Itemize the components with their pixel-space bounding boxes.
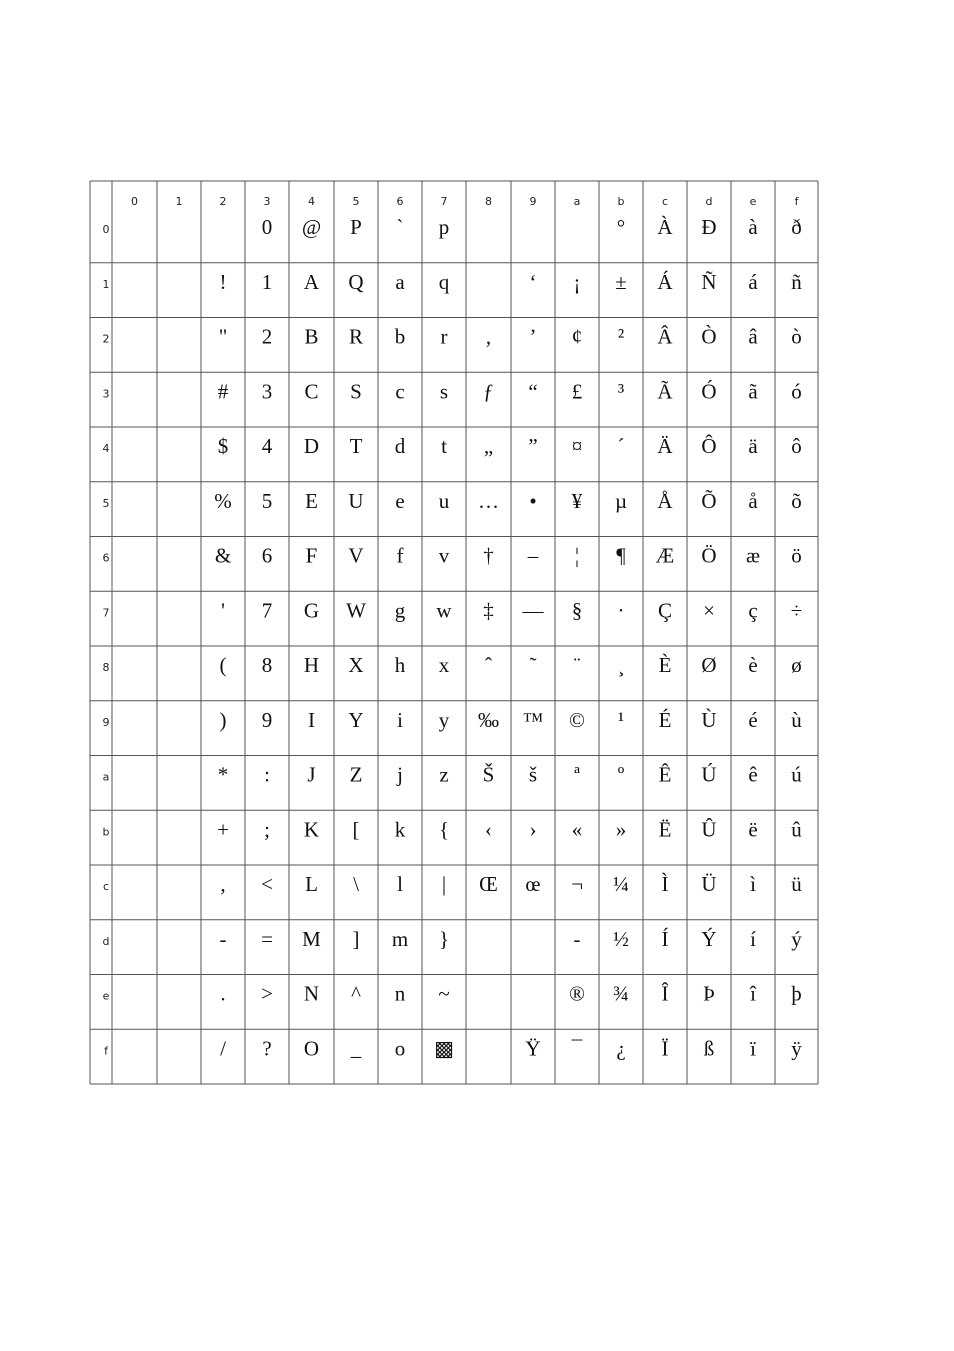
- table-cell: %: [214, 488, 232, 513]
- row-header: 7: [102, 606, 110, 620]
- row-headers: [103, 223, 110, 1057]
- table-cell: ñ: [791, 269, 802, 294]
- table-cell: h: [394, 653, 406, 677]
- table-cell: Ò: [701, 324, 717, 349]
- column-header: c: [661, 195, 669, 208]
- table-cell: w: [436, 598, 452, 623]
- table-cell: /: [220, 1036, 226, 1061]
- table-cell: -: [573, 926, 581, 951]
- row-header: 5: [102, 496, 110, 510]
- table-cell: ?: [262, 1036, 272, 1061]
- table-cell: F: [305, 543, 318, 568]
- table-cell: »: [615, 817, 627, 842]
- table-cell: ¦: [574, 543, 580, 568]
- table-cell: ›: [529, 817, 537, 842]
- row-header: 2: [102, 332, 110, 346]
- table-cell: ²: [617, 324, 625, 349]
- table-cell: ^: [351, 981, 361, 1006]
- table-cell: ): [219, 707, 227, 732]
- table-cell: ù: [791, 707, 802, 732]
- table-cell: Ÿ: [525, 1036, 541, 1061]
- table-cell: `: [396, 215, 404, 239]
- table-cell: ¾: [613, 981, 629, 1006]
- table-cell: è: [748, 653, 758, 677]
- table-cell: ½: [613, 926, 629, 951]
- table-cell: ã: [748, 379, 758, 404]
- row-header: e: [102, 989, 110, 1003]
- table-cell: V: [348, 543, 364, 568]
- table-cell: R: [348, 324, 364, 349]
- table-cell: £: [571, 379, 583, 404]
- table-cell: y: [438, 707, 450, 732]
- table-cell: Ø: [701, 653, 717, 677]
- table-cell: ð: [791, 215, 802, 239]
- table-cell: È: [658, 653, 672, 677]
- table-cell: E: [305, 488, 318, 513]
- table-cell: Õ: [701, 488, 717, 513]
- table-cell: “: [528, 379, 538, 404]
- table-cell: 4: [261, 434, 273, 458]
- table-cell: –: [527, 543, 539, 568]
- table-cell: Q: [348, 269, 364, 294]
- table-cell: ‘: [529, 269, 537, 294]
- table-cell: ¿: [616, 1036, 626, 1061]
- table-cell: ¨: [573, 653, 581, 677]
- table-cell: H: [303, 653, 320, 677]
- table-cell: N: [303, 981, 320, 1006]
- row-header: f: [104, 1044, 108, 1058]
- table-cell: (: [219, 653, 227, 677]
- table-cell: D: [303, 434, 320, 458]
- column-headers: [131, 195, 800, 208]
- table-cell: ê: [748, 762, 758, 787]
- table-cell: A: [303, 269, 320, 294]
- column-header: f: [794, 195, 799, 208]
- table-cell: [: [352, 817, 360, 842]
- table-cell: 0: [261, 215, 273, 239]
- table-cell: ï: [750, 1036, 756, 1061]
- table-cell: K: [303, 817, 320, 842]
- table-cell: &: [214, 543, 232, 568]
- table-cell: ": [218, 324, 228, 349]
- table-cell: r: [440, 324, 448, 349]
- row-header: 9: [102, 715, 110, 729]
- table-cell: ': [221, 598, 225, 623]
- table-cell: ´: [617, 434, 625, 458]
- table-cell: Ú: [701, 762, 717, 787]
- table-cell: t: [441, 434, 447, 458]
- table-cell: M: [302, 926, 321, 951]
- table-cell: 5: [261, 488, 273, 513]
- column-header: 9: [529, 195, 537, 208]
- table-cell: ì: [750, 872, 756, 896]
- table-cell: ”: [528, 434, 538, 458]
- table-cell: e: [395, 488, 405, 513]
- table-cell: 6: [261, 543, 273, 568]
- table-cell: þ: [791, 981, 802, 1006]
- table-cell: Ï: [661, 1036, 669, 1061]
- table-cells: [214, 215, 802, 1060]
- table-cell: j: [397, 762, 403, 787]
- table-cell: ‰: [478, 707, 499, 732]
- row-header: b: [102, 825, 110, 839]
- table-cell: ‡: [483, 598, 494, 623]
- table-cell: ø: [791, 653, 802, 677]
- table-cell: .: [220, 981, 226, 1006]
- table-cell: í: [750, 926, 756, 951]
- table-cell: ý: [791, 926, 802, 951]
- row-header: a: [102, 770, 110, 784]
- table-cell: â: [748, 324, 758, 349]
- table-cell: ,: [220, 872, 226, 896]
- table-cell: °: [616, 215, 626, 239]
- column-header: d: [705, 195, 713, 208]
- table-cell: ú: [791, 762, 802, 787]
- table-cell: ˆ: [485, 653, 492, 677]
- table-cell: -: [219, 926, 227, 951]
- column-header: a: [573, 195, 581, 208]
- table-cell: 8: [261, 653, 273, 677]
- table-cell: m: [391, 926, 409, 951]
- table-cell: Ã: [657, 379, 673, 404]
- table-cell: P: [350, 215, 362, 239]
- table-cell: !: [219, 269, 227, 294]
- column-header: 8: [485, 195, 492, 208]
- table-cell: Á: [657, 269, 673, 294]
- table-cell: @: [301, 215, 322, 239]
- table-cell: •: [529, 488, 537, 513]
- table-cell: ‹: [485, 817, 492, 842]
- table-cell: 9: [261, 707, 273, 732]
- table-cell: õ: [791, 488, 802, 513]
- table-cell: Ñ: [701, 269, 717, 294]
- table-cell: ä: [748, 434, 758, 458]
- table-cell: f: [396, 543, 404, 568]
- table-cell: º: [617, 762, 625, 787]
- table-cell: J: [307, 762, 316, 787]
- table-cell: ò: [791, 324, 802, 349]
- table-cell: æ: [745, 543, 761, 568]
- column-header: 5: [352, 195, 360, 208]
- table-cell: X: [348, 653, 364, 677]
- table-cell: ¼: [613, 872, 629, 896]
- table-cell: k: [394, 817, 406, 842]
- row-header: 6: [102, 551, 110, 565]
- table-cell: Ä: [657, 434, 673, 458]
- table-cell: Í: [661, 926, 669, 951]
- table-cell: œ: [525, 872, 541, 896]
- table-cell: «: [571, 817, 583, 842]
- row-header: 0: [102, 223, 110, 236]
- table-cell: é: [748, 707, 758, 732]
- table-cell: Ó: [701, 379, 717, 404]
- table-cell: 3: [261, 379, 273, 404]
- table-cell: G: [303, 598, 320, 623]
- table-cell: Ç: [657, 598, 673, 623]
- table-cell: S: [350, 379, 362, 404]
- column-header: b: [617, 195, 625, 208]
- table-cell: C: [304, 379, 319, 404]
- table-cell: _: [350, 1036, 362, 1061]
- table-cell: ƒ: [483, 379, 494, 404]
- row-header: c: [102, 880, 110, 893]
- table-cell: a: [395, 269, 405, 294]
- table-cell: i: [397, 707, 403, 732]
- table-cell: ë: [748, 817, 758, 842]
- column-header: 2: [219, 195, 227, 208]
- table-cell: ¬: [571, 872, 583, 896]
- table-cell: ¤: [571, 434, 583, 458]
- table-cell: Œ: [479, 872, 498, 896]
- table-cell: Ë: [658, 817, 672, 842]
- table-cell: =: [261, 926, 273, 951]
- table-cell: b: [394, 324, 406, 349]
- table-cell: ¸: [617, 653, 625, 677]
- table-cell: á: [748, 269, 758, 294]
- table-cell: ¯: [571, 1036, 583, 1061]
- table-cell: p: [438, 215, 450, 239]
- table-cell: Ì: [661, 872, 669, 896]
- table-cell: Š: [482, 762, 495, 787]
- table-cell: ©: [569, 707, 585, 732]
- table-cell: À: [657, 215, 673, 239]
- table-cell: ÷: [790, 598, 803, 623]
- table-cell: I: [308, 707, 315, 732]
- column-header: 7: [440, 195, 448, 208]
- table-cell: ~: [438, 981, 450, 1006]
- table-cell: ·: [617, 598, 625, 623]
- table-cell: ]: [352, 926, 360, 951]
- table-cell: É: [658, 707, 672, 732]
- table-cell: T: [349, 434, 363, 458]
- table-cell: q: [438, 269, 450, 294]
- table-cell: Ö: [701, 543, 717, 568]
- table-cell: ÿ: [791, 1036, 802, 1061]
- table-cell: {: [438, 817, 450, 842]
- table-cell: Ü: [701, 872, 717, 896]
- table-cell: ˜: [529, 653, 537, 677]
- row-header: 1: [102, 277, 110, 291]
- column-header: e: [749, 195, 757, 208]
- table-cell: \: [353, 872, 359, 896]
- table-cell: à: [748, 215, 758, 239]
- table-cell: î: [750, 981, 756, 1006]
- table-cell: U: [348, 488, 364, 513]
- table-cell: §: [571, 598, 583, 623]
- column-header: 1: [175, 195, 183, 208]
- table-cell: …: [478, 488, 499, 513]
- table-cell: }: [438, 926, 450, 951]
- table-cell: ç: [748, 598, 758, 623]
- table-cell: #: [217, 379, 229, 404]
- table-cell: ¡: [573, 269, 581, 294]
- table-cell: 7: [261, 598, 273, 623]
- table-cell: Z: [349, 762, 363, 787]
- table-cell: ®: [569, 981, 585, 1006]
- table-cell: +: [217, 817, 229, 842]
- table-cell: z: [439, 762, 449, 787]
- table-cell: ±: [615, 269, 627, 294]
- table-cell: 1: [261, 269, 273, 294]
- table-cell: x: [438, 653, 450, 677]
- table-cell: µ: [614, 488, 628, 513]
- table-cell: n: [394, 981, 406, 1006]
- table-cell: u: [438, 488, 450, 513]
- table-cell: ’: [529, 324, 537, 349]
- table-cell: å: [748, 488, 758, 513]
- table-cell: †: [483, 543, 494, 568]
- column-header: 0: [131, 195, 138, 208]
- table-cell: ª: [574, 762, 580, 787]
- table-cell: Ê: [658, 762, 672, 787]
- table-cell: :: [264, 762, 270, 787]
- table-cell: l: [397, 872, 403, 896]
- row-header: 4: [102, 442, 110, 455]
- table-cell: g: [394, 598, 406, 623]
- table-cell: —: [522, 598, 544, 623]
- table-cell: B: [304, 324, 319, 349]
- row-header: 3: [102, 387, 110, 401]
- table-cell: ö: [791, 543, 802, 568]
- table-cell: Y: [348, 707, 364, 732]
- row-header: 8: [102, 661, 110, 674]
- table-cell: s: [439, 379, 449, 404]
- table-cell: ™: [522, 707, 544, 732]
- table-cell: Ô: [701, 434, 717, 458]
- table-cell: „: [483, 434, 494, 458]
- table-cell: Â: [657, 324, 673, 349]
- table-cell: O: [303, 1036, 320, 1061]
- table-cell: <: [261, 872, 273, 896]
- table-cell: Î: [661, 981, 669, 1006]
- table-cell: *: [217, 762, 229, 787]
- table-cell: $: [217, 434, 229, 458]
- table-cell: ¥: [571, 488, 583, 513]
- column-header: 6: [396, 195, 404, 208]
- table-cell: o: [394, 1036, 406, 1061]
- table-cell: >: [261, 981, 273, 1006]
- table-cell: Ð: [701, 215, 717, 239]
- table-cell: v: [438, 543, 450, 568]
- table-cell: ×: [703, 598, 715, 623]
- column-header: 4: [308, 195, 315, 208]
- table-cell: W: [346, 598, 366, 623]
- row-header: d: [102, 934, 110, 948]
- table-cell: û: [791, 817, 802, 842]
- table-cell: ô: [791, 434, 802, 458]
- table-cell: ³: [617, 379, 625, 404]
- table-cell: Å: [657, 488, 673, 513]
- table-cell: 2: [261, 324, 273, 349]
- table-cell: ;: [264, 817, 270, 842]
- table-cell: Û: [701, 817, 717, 842]
- table-cell: ¶: [616, 543, 626, 568]
- table-cell: ,: [485, 324, 492, 349]
- table-cell: |: [441, 872, 447, 896]
- table-cell: ó: [791, 379, 802, 404]
- table-cell: c: [395, 379, 405, 404]
- table-cell: d: [394, 434, 406, 458]
- table-cell: š: [528, 762, 538, 787]
- table-cell: Æ: [655, 543, 675, 568]
- table-cell: Ù: [701, 707, 717, 732]
- table-cell: Ý: [701, 926, 717, 951]
- table-cell: ü: [791, 872, 802, 896]
- table-cell: ▩: [434, 1036, 454, 1061]
- table-cell: ¹: [617, 707, 625, 732]
- table-cell: Þ: [703, 981, 715, 1006]
- table-cell: ¢: [571, 324, 583, 349]
- table-cell: L: [305, 872, 318, 896]
- table-cell: ß: [703, 1036, 715, 1061]
- column-header: 3: [263, 195, 271, 208]
